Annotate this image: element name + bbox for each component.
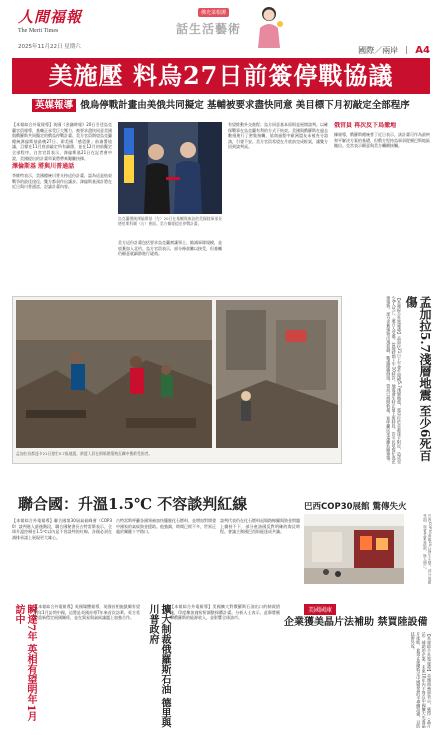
bottom-right-text: 【本報綜合外電報導】美國商務部表示，獲得《晶片法》補助的企業，未來10年內不得在中國擴大先進晶片產能，並禁止採購特定中國製造的半導體設備，以防技術外流。 bbox=[410, 632, 432, 728]
cop30-col3: 談判代表仍在化石燃料退場路線圖與資金問題上僵持不下，部分產油國反對明確的淘汰時程。會議主辦國巴西盼能達成共識。 bbox=[220, 518, 300, 535]
cop30-photo-caption: 巴西COP30會場20日發生火警，部分展館受損，與會者緊急疏散，無人傷亡。 bbox=[423, 514, 432, 584]
story1-col2-text: 有望推動外交進程；烏方同意基本原則並展開談判。以確保戰事在烏克蘭有利的方式下結束。美國與俄羅斯在過去數週進行了密集接觸，協商過程中歐洲盟友未被充分諮詢，引發不安。美方官員希望在月底前完成框架，讓雙方回到談判桌。 bbox=[228, 122, 328, 150]
bottom-right-headline: 企業獲美晶片法補助 禁買陸設備 bbox=[284, 617, 428, 628]
section-name: 國際／兩岸 bbox=[358, 46, 399, 55]
story1-col2 bbox=[228, 122, 328, 292]
bottom-mid-text: 【本報綜合外電報導】美國擴大對俄羅斯石油出口的制裁措施，印度煉油商紛紛調整採購計畫。分析人士表示，此舉將衝擊俄羅斯的能源收入，並影響全球油市。 bbox=[170, 604, 280, 621]
sub-headline-tag: 英媒報導 bbox=[32, 99, 76, 112]
story1-col2-lower bbox=[118, 240, 222, 292]
story1-col1-subhead: 澤倫斯基 將與川普通話 bbox=[12, 163, 75, 171]
banner-tag: 佛光菜根譚 bbox=[198, 8, 229, 17]
quake-photo-frame bbox=[12, 296, 342, 464]
story1-col3b-text: 據報導，俄羅斯總統普丁近日表示，該計畫可作為最終和平解決方案的基礎，但俄方堅持烏軍須從頓巴斯地區撤出。克宮表示願意與美方繼續接觸。 bbox=[334, 132, 430, 149]
story1-col3-text: 美方這份計畫包括要求烏克蘭割讓領土、縮減軍隊規模，並放棄加入北約。烏方官員表示，部分條款難以接受，但基輔仍願意就細節進行磋商。 bbox=[118, 240, 222, 257]
sub-headline bbox=[12, 97, 430, 115]
cop30-photo bbox=[304, 514, 404, 584]
brand-name: 人間福報 bbox=[18, 8, 83, 26]
section-label bbox=[358, 38, 430, 57]
cop30-col2: 古特雷斯呼籲各國領袖加快擺脫化石燃料，並增加對開發中國家的氣候資金援助。他強調，時間已經不多，世界正處於關鍵十字路口。 bbox=[116, 518, 216, 535]
page-number: A4 bbox=[415, 45, 430, 56]
bottom-left-text: 【本報綜合外電報導】英國媒體報導，英國首相施凱爾有望明年1月訪問中國，這將是英國首相7年來首次訪華。英方希望重新穩定兩國關係，並在貿易與氣候議題上加強合作。 bbox=[34, 604, 140, 621]
bottom-right-tag: 美國國庫 bbox=[304, 604, 336, 615]
masthead bbox=[0, 0, 440, 56]
bottom-left-title-box bbox=[12, 604, 36, 728]
story1-col1b-text: 李維特表示，美國總統川普支持這份計畫，認為這是結束戰爭的最佳途徑，雙方都須作出讓步。澤倫斯基預計將在近日與川普通話，討論計畫內容。 bbox=[12, 173, 112, 190]
story1-col1-text: 【本報綜合外電報導】英國《金融時報》20日引述烏克蘭官員報導，基輔正承受巨大壓力，被要求盡快同意美國與俄羅斯共同擬定的俄烏停戰計畫。美方官員期望烏克蘭總統澤倫斯基最晚27日、即美國「感恩節」前簽署協議，目標在11月底前敲定所有細節，並在12月初前擬定全部程序。白宮官員表示，澤倫斯基21日在記者會中說，美國提出的計畫草案將帶來艱難抉擇。 bbox=[12, 122, 112, 161]
bottom-mid-vertical-title: 擴大制裁俄羅斯石油 德里與川普政府 bbox=[147, 604, 170, 728]
quake-text: 【本報綜合外電報導】孟加拉21日上午發生規模5.7淺層地震，震央位於首都達卡附近，造成至少6人死亡、逾百人受傷。當地時間上午10時許，地震發生時正值上班時段，許多民眾慌忙逃出建築物。部分老舊建物出現裂縫，數處圍牆倒塌。當局已展開救援，並呼籲民眾遠離危險建築。 bbox=[386, 296, 402, 464]
bottom-left-vertical-title: 瞬達7年 英相有望明年1月訪中 bbox=[13, 604, 36, 722]
cop30-headline: 聯合國：升溫1.5℃ 不容談判紅線 bbox=[18, 495, 248, 513]
cop30-photo-title: 巴西COP30展館 驚傳失火 bbox=[304, 502, 407, 512]
cop30-col1: 【本報綜合外電報導】聯合國第30屆氣候峰會（COP30）談判進入最後階段，聯合國秘書長古特雷斯表示，全球升溫控制在1.5℃以內是不容談判的紅線。各國必須在減排承諾上展現更大雄心。 bbox=[12, 518, 112, 540]
quake-photo-right bbox=[216, 300, 338, 448]
quake-photo-left bbox=[16, 300, 212, 448]
banner-text: 話生活藝術 bbox=[176, 22, 242, 36]
quake-vertical-title: 孟加拉5.7淺層地震 至少6死百傷 bbox=[404, 296, 432, 462]
story1-col3-subhead: 俄官員 再次反下烏撤地 bbox=[334, 122, 397, 129]
issue-date: 2025年11月22日 星期六 bbox=[18, 44, 81, 50]
main-headline: 美施壓 料烏27日前簽停戰協議 bbox=[48, 61, 394, 90]
brand-logo bbox=[18, 6, 82, 34]
main-headline-bar bbox=[12, 58, 430, 94]
quake-caption: 孟加拉首都達卡21日發生5.7級地震，救援人員在倒塌建築物瓦礫中搜救受困者。 bbox=[16, 451, 153, 456]
story1-col3 bbox=[334, 122, 430, 292]
banner-box bbox=[170, 8, 265, 44]
story1-col1 bbox=[12, 122, 112, 292]
illustration-figure bbox=[254, 4, 284, 50]
sub-headline-text: 俄烏停戰計畫由美俄共同擬定 基輔被要求盡快同意 美目標下月初敲定全部程序 bbox=[80, 100, 410, 111]
quake-vertical-title-box bbox=[404, 296, 432, 464]
photo1-caption: 烏克蘭總統澤倫斯基（左）20日在基輔與來訪的美國陸軍部長德里斯科爾（右）會面。美方據報提出停戰計畫。 bbox=[118, 216, 222, 226]
photo1 bbox=[118, 122, 222, 214]
bottom-mid-title-box bbox=[146, 604, 170, 728]
brand-english: The Merit Times bbox=[18, 28, 59, 34]
